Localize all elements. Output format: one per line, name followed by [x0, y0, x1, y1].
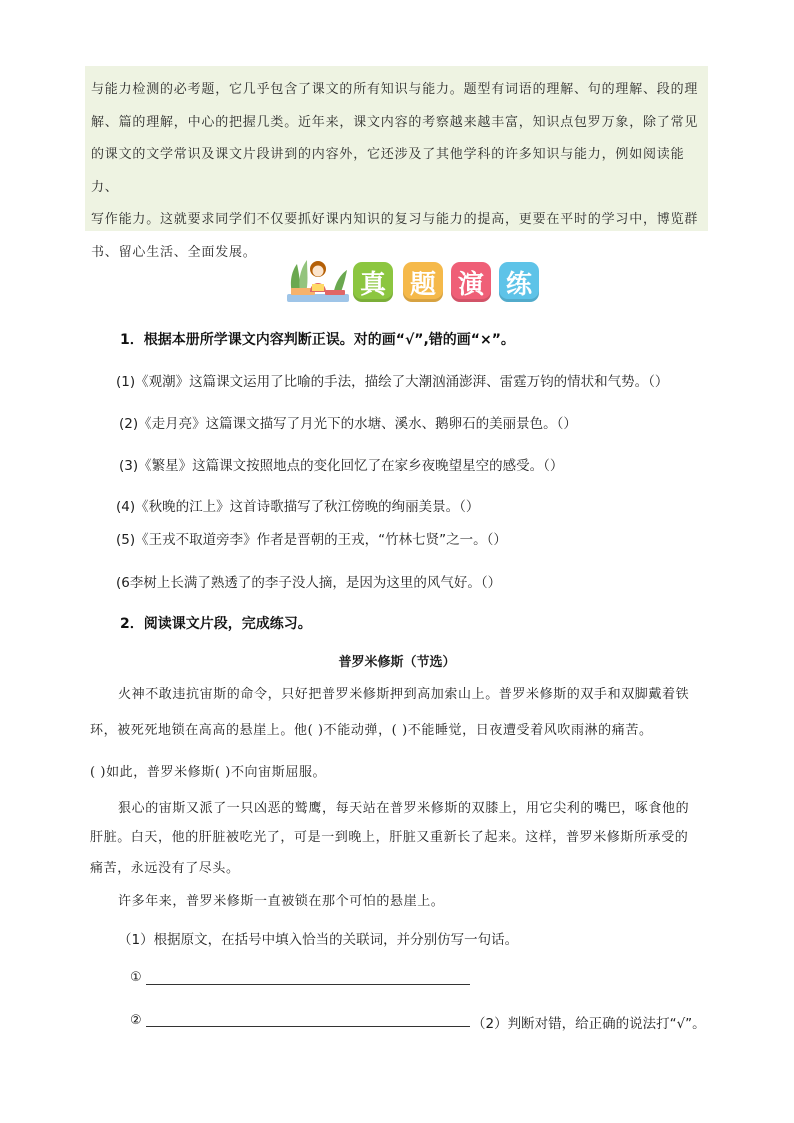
banner-char-tile: 练: [499, 262, 539, 302]
banner-char-tile: 真: [353, 262, 393, 302]
blank-label-1: ①: [130, 970, 142, 985]
intro-line: 解、篇的理解，中心的把握几类。近年来，课文内容的考察越来越丰富，知识点包罗万象，除了常见: [91, 114, 699, 130]
passage-title: 普罗米修斯（节选）: [338, 655, 456, 670]
q1-item-3: (3)《繁星》这篇课文按照地点的变化回忆了在家乡夜晚望星空的感受。（）: [119, 458, 564, 474]
intro-box: [85, 66, 708, 260]
intro-line: 书、留心生活、全面发展。: [91, 244, 257, 260]
q1-item-6: (6李树上长满了熟透了的李子没人摘，是因为这里的风气好。（）: [116, 575, 502, 591]
girl-reading-illustration: [285, 256, 351, 304]
q1-item-5: (5)《王戎不取道旁李》作者是晋朝的王戎，“竹林七贤”之一。（）: [116, 532, 507, 548]
sub-question-2: （2）判断对错，给正确的说法打“√”。: [472, 1016, 706, 1032]
answer-line-2[interactable]: [146, 1026, 470, 1027]
intro-line: 写作能力。这就要求同学们不仅要抓好课内知识的复习与能力的提高，更要在平时的学习中，博览群: [91, 212, 699, 227]
section-banner: [285, 256, 545, 304]
passage-line: 许多年来，普罗米修斯一直被锁在那个可怕的悬崖上。: [118, 894, 445, 909]
intro-line: 与能力检测的必考题，它几乎包含了课文的所有知识与能力。题型有词语的理解、句的理解、段的理: [91, 82, 699, 97]
banner-char-tile: 题: [403, 262, 443, 302]
q1-item-1: (1)《观潮》这篇课文运用了比喻的手法，描绘了大潮汹涌澎湃、雷霆万钧的情状和气势。（）: [116, 374, 669, 390]
passage-line: 肝脏。白天，他的肝脏被吃光了，可是一到晚上，肝脏又重新长了起来。这样，普罗米修斯所承受的: [90, 830, 689, 845]
passage-line: 痛苦，永远没有了尽头。: [90, 861, 240, 876]
q1-item-4: (4)《秋晚的江上》这首诗歌描写了秋江傍晚的绚丽美景。（）: [116, 499, 480, 515]
sub-question-1: （1）根据原文，在括号中填入恰当的关联词，并分别仿写一句话。: [118, 932, 519, 948]
question-1-title: 1．根据本册所学课文内容判断正误。对的画“√”,错的画“×”。: [120, 332, 515, 348]
passage-line: 狠心的宙斯又派了一只凶恶的鹫鹰，每天站在普罗米修斯的双膝上，用它尖利的嘴巴，啄食他的: [118, 801, 690, 816]
blank-label-2: ②: [130, 1013, 142, 1028]
intro-line: 的课文的文学常识及课文片段讲到的内容外，它还涉及了其他学科的许多知识与能力，例如阅读能力、: [91, 147, 685, 195]
banner-char-tile: 演: [451, 262, 491, 302]
question-2-title: 2．阅读课文片段，完成练习。: [120, 616, 312, 632]
passage-line: ( )如此，普罗米修斯( )不向宙斯屈服。: [90, 765, 327, 780]
passage-line: 环，被死死地锁在高高的悬崖上。他( )不能动弹，( )不能睡觉，日夜遭受着风吹雨淋的痛苦。: [90, 723, 653, 738]
answer-line-1[interactable]: [146, 984, 470, 985]
passage-line: 火神不敢违抗宙斯的命令，只好把普罗米修斯押到高加索山上。普罗米修斯的双手和双脚戴着铁: [118, 687, 690, 702]
q1-item-2: (2)《走月亮》这篇课文描写了月光下的水塘、溪水、鹅卵石的美丽景色。（）: [119, 416, 577, 432]
